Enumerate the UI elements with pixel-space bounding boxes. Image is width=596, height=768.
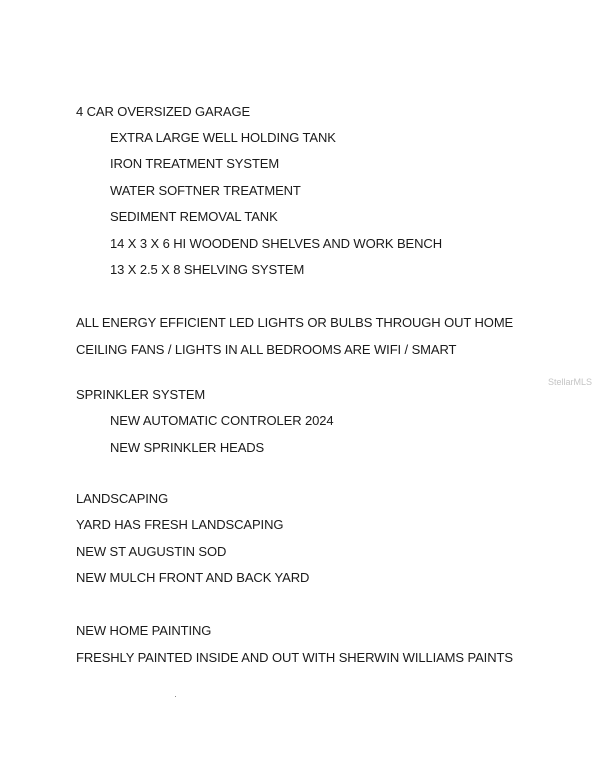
- sprinkler-item-heads: NEW SPRINKLER HEADS: [110, 440, 265, 455]
- painting-line-sherwin-williams: FRESHLY PAINTED INSIDE AND OUT WITH SHERWIN WILLIAMS PAINTS: [76, 650, 513, 665]
- lighting-line-ceiling-fans: CEILING FANS / LIGHTS IN ALL BEDROOMS ARE WIFI / SMART: [76, 342, 457, 357]
- watermark: StellarMLS: [548, 377, 593, 387]
- landscaping-heading: LANDSCAPING: [76, 491, 169, 506]
- garage-item-shelving-system: 13 X 2.5 X 8 SHELVING SYSTEM: [110, 262, 305, 277]
- painting-heading: NEW HOME PAINTING: [76, 623, 212, 638]
- landscaping-line-sod: NEW ST AUGUSTIN SOD: [76, 544, 227, 559]
- landscaping-line-mulch: NEW MULCH FRONT AND BACK YARD: [76, 570, 310, 585]
- sprinkler-item-controller: NEW AUTOMATIC CONTROLER 2024: [110, 413, 334, 428]
- garage-item-shelves-bench: 14 X 3 X 6 HI WOODEND SHELVES AND WORK BENCH: [110, 236, 442, 251]
- garage-item-iron-treatment: IRON TREATMENT SYSTEM: [110, 156, 280, 171]
- lighting-line-led: ALL ENERGY EFFICIENT LED LIGHTS OR BULBS THROUGH OUT HOME: [76, 315, 514, 330]
- garage-item-well-tank: EXTRA LARGE WELL HOLDING TANK: [110, 130, 336, 145]
- garage-item-sediment-tank: SEDIMENT REMOVAL TANK: [110, 209, 278, 224]
- garage-item-water-softner: WATER SOFTNER TREATMENT: [110, 183, 301, 198]
- stray-mark: [175, 696, 176, 697]
- garage-heading: 4 CAR OVERSIZED GARAGE: [76, 104, 251, 119]
- landscaping-line-fresh: YARD HAS FRESH LANDSCAPING: [76, 517, 284, 532]
- sprinkler-heading: SPRINKLER SYSTEM: [76, 387, 206, 402]
